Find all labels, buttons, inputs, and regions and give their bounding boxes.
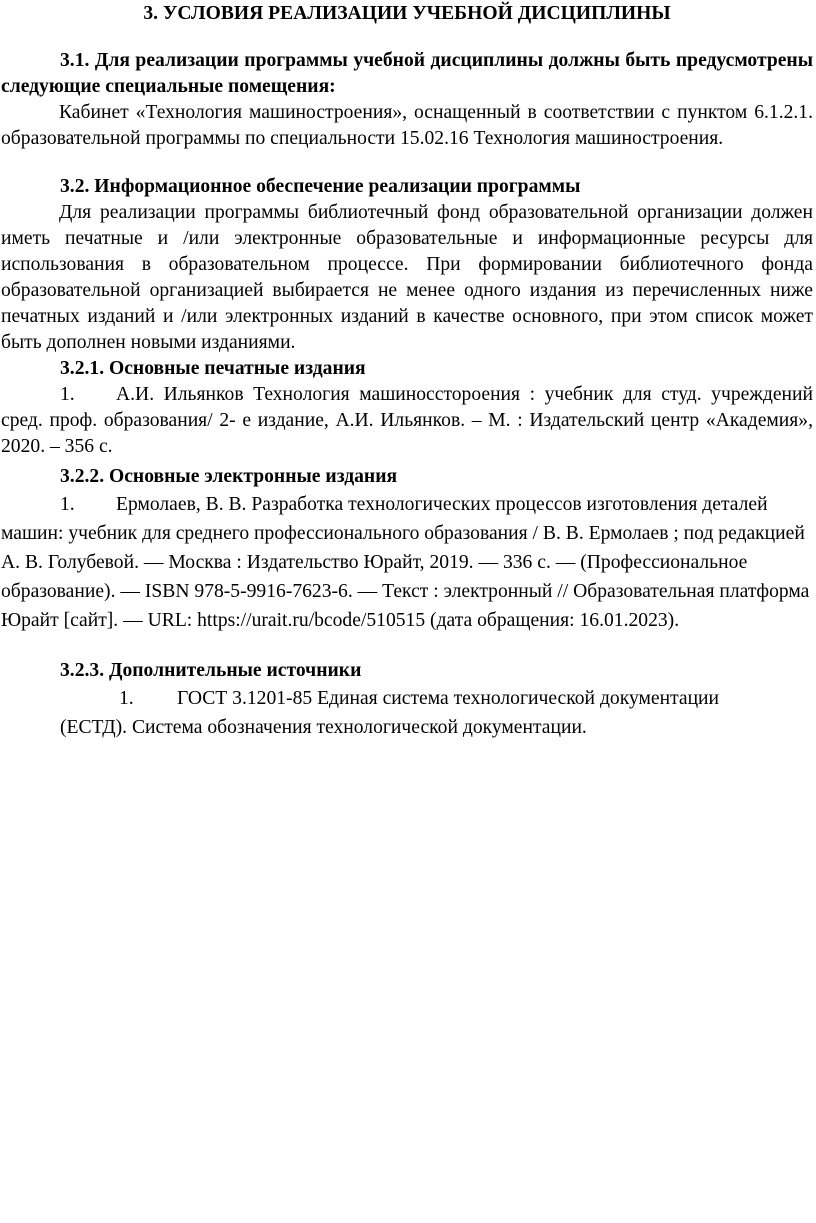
additional-source-item	[1, 684, 813, 742]
additional-source-text-first: ГОСТ 3.1201-85 Единая система технологической документации	[177, 688, 720, 709]
printed-source-number: 1.	[60, 384, 75, 405]
section-3-1-heading: 3.1. Для реализации программы учебной дисциплины должны быть предусмотрены следующие специальные помещения:	[1, 50, 813, 97]
section-3-2-3-heading: 3.2.3. Дополнительные источники	[60, 660, 362, 681]
section-3-1-text: Кабинет «Технология машиностроения», оснащенный в соответствии с пунктом 6.1.2.1. образовательной программы по специальности 15.02.16 Технология машиностроения.	[1, 102, 813, 149]
electronic-source-item	[1, 490, 813, 635]
section-3-2-2-heading: 3.2.2. Основные электронные издания	[60, 466, 398, 487]
printed-source-item	[1, 382, 813, 460]
additional-source-first-line	[60, 684, 813, 713]
section-3-2-heading: 3.2. Информационное обеспечение реализации программы	[60, 176, 581, 197]
additional-source-number: 1.	[119, 688, 134, 709]
printed-source-text: А.И. Ильянков Технология машинoccтороения : учебник для студ. учреждений сред. проф. образования/ 2- е издание, А.И. Ильянков. – М. : Издательский центр «Академия», 2020. – 356 с.	[1, 384, 813, 457]
electronic-source-number: 1.	[60, 494, 75, 515]
additional-source-text-rest: (ЕСТД). Система обозначения технологической документации.	[60, 717, 587, 738]
electronic-source-text: Ермолаев, В. В. Разработка технологических процессов изготовления деталей машин: учебник для среднего профессионального образования / В. В. Ермолаев ; под редакцией А. В. Голубевой. — Москва : Издательство Юрайт, 2019. — 336 с. — (Профессиональное образование). — ISBN 978-5-9916-7623-6. — Текст : электронный // Образовательная платформа Юрайт [сайт]. — URL: https://urait.ru/bcode/510515 (дата обращения: 16.01.2023).	[1, 494, 810, 631]
section-3-2-1-heading: 3.2.1. Основные печатные издания	[60, 358, 366, 379]
section-3-2-text: Для реализации программы библиотечный фонд образовательной организации должен иметь печатные и /или электронные образовательные и информационные ресурсы для использования в образовательном процессе. При формировании библиотечного фонда образовательной организацией выбирается не менее одного издания из перечисленных ниже печатных изданий и /или электронных изданий в качестве основного, при этом список может быть дополнен новыми изданиями.	[1, 202, 813, 353]
document-title: 3. УСЛОВИЯ РЕАЛИЗАЦИИ УЧЕБНОЙ ДИСЦИПЛИНЫ	[143, 3, 671, 24]
